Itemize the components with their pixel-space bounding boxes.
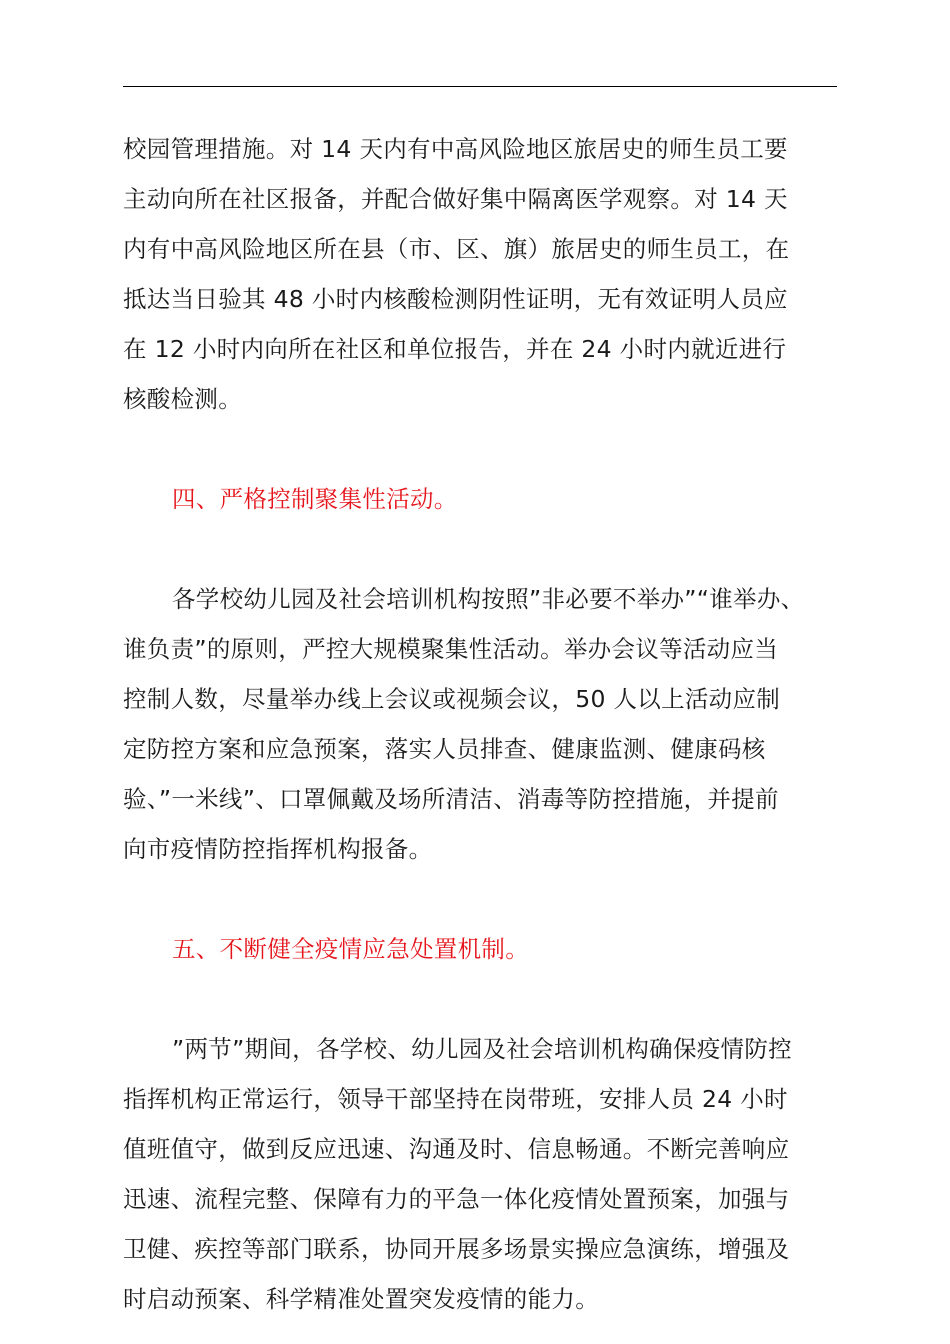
text-line: 各学校幼儿园及社会培训机构按照”非必要不举办”“谁举办、	[172, 585, 805, 613]
text-line: 校园管理措施。对 14 天内有中高风险地区旅居史的师生员工要	[123, 135, 788, 163]
text-line: 抵达当日验其 48 小时内核酸检测阴性证明，无有效证明人员应	[123, 285, 788, 313]
text-line: ”两节”期间，各学校、幼儿园及社会培训机构确保疫情防控	[172, 1035, 792, 1063]
document-body	[123, 124, 837, 1324]
text-line: 主动向所在社区报备，并配合做好集中隔离医学观察。对 14 天	[123, 185, 788, 213]
text-line: 在 12 小时内向所在社区和单位报告，并在 24 小时内就近进行	[123, 335, 787, 363]
text-line: 核酸检测。	[123, 385, 242, 413]
text-line: 时启动预案、科学精准处置突发疫情的能力。	[123, 1285, 599, 1313]
paragraph-school-management	[123, 124, 837, 424]
text-line: 定防控方案和应急预案，落实人员排查、健康监测、健康码核	[123, 735, 766, 763]
paragraph-emergency-mechanism	[123, 1024, 837, 1324]
paragraph-gap	[123, 524, 837, 574]
text-line: 内有中高风险地区所在县（市、区、旗）旅居史的师生员工，在	[123, 235, 790, 263]
section-heading-5: 五、不断健全疫情应急处置机制。	[172, 935, 529, 963]
text-line: 向市疫情防控指挥机构报备。	[123, 835, 433, 863]
paragraph-gap	[123, 424, 837, 474]
section-heading-4: 四、严格控制聚集性活动。	[172, 485, 458, 513]
text-line: 验、”一米线”、口罩佩戴及场所清洁、消毒等防控措施，并提前	[123, 785, 779, 813]
text-line: 迅速、流程完整、保障有力的平急一体化疫情处置预案，加强与	[123, 1185, 790, 1213]
text-line: 值班值守，做到反应迅速、沟通及时、信息畅通。不断完善响应	[123, 1135, 790, 1163]
paragraph-gap	[123, 974, 837, 1024]
paragraph-gathering-control	[123, 574, 837, 874]
text-line: 控制人数，尽量举办线上会议或视频会议，50 人以上活动应制	[123, 685, 781, 713]
header-rule	[123, 86, 837, 87]
text-line: 指挥机构正常运行，领导干部坚持在岗带班，安排人员 24 小时	[123, 1085, 788, 1113]
paragraph-gap	[123, 874, 837, 924]
text-line: 谁负责”的原则，严控大规模聚集性活动。举办会议等活动应当	[123, 635, 779, 663]
text-line: 卫健、疾控等部门联系，协同开展多场景实操应急演练，增强及	[123, 1235, 790, 1263]
